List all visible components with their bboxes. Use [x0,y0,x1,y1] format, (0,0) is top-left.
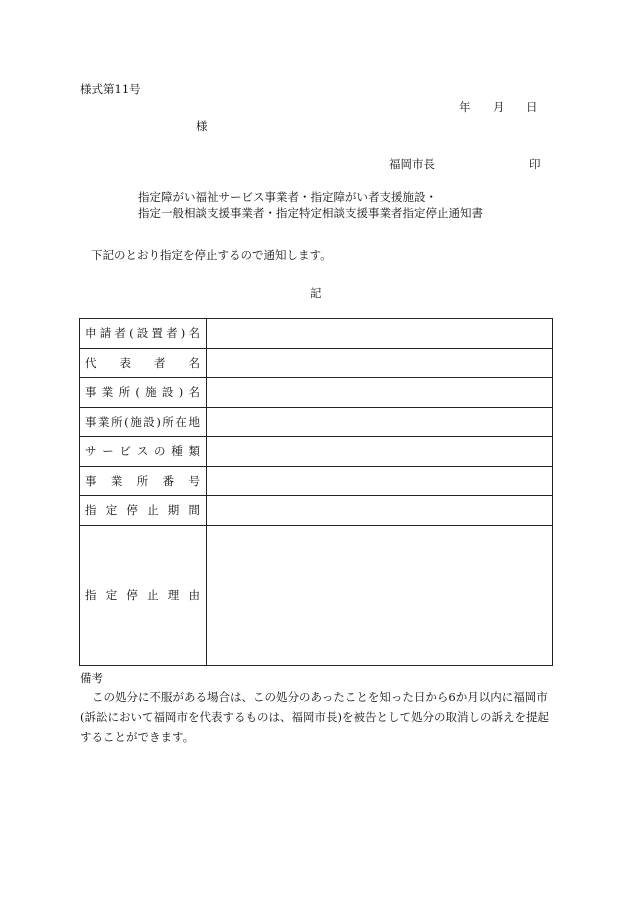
table-row [80,437,553,467]
row-label-cell [80,525,207,665]
row-label: 事業所(施設)名 [85,385,200,400]
row-value-cell[interactable] [207,407,553,437]
row-label-cell [80,407,207,437]
row-label: 代表者名 [85,355,200,370]
table-row [80,525,553,665]
row-value-cell[interactable] [207,437,553,467]
date-line [459,99,538,115]
table-row [80,496,553,526]
row-label-cell [80,496,207,526]
body-text: 下記のとおり指定を停止するので通知します。 [91,248,332,262]
row-value-cell[interactable] [207,348,553,378]
ki-mark: 記 [310,286,322,300]
row-label: 事業所番号 [85,473,200,488]
row-label: 指定停止理由 [85,588,200,602]
notes-text: この処分に不服がある場合は、この処分のあったことを知った日から6か月以内に福岡市(訴訟において福岡市を代表するものは、福岡市長)を被告として処分の取消しの訴えを提起することができます。 [80,690,549,744]
info-table [79,318,553,666]
row-value-cell[interactable] [207,319,553,349]
row-label: 指定停止期間 [85,503,200,518]
table-row [80,378,553,408]
date-day: 日 [526,100,538,114]
row-label-cell [80,437,207,467]
row-label-cell [80,348,207,378]
table-row [80,319,553,349]
row-value-cell[interactable] [207,466,553,496]
notes-heading: 備考 [80,671,103,685]
row-value-cell[interactable] [207,496,553,526]
row-label-cell [80,319,207,349]
row-label: 事業所(施設)所在地 [85,414,200,429]
row-label: 申請者(設置者)名 [85,326,200,341]
seal-mark: 印 [529,157,541,171]
row-value-cell[interactable] [207,525,553,665]
row-label: サービスの種類 [85,444,200,459]
addressee-suffix: 様 [196,119,208,133]
date-year: 年 [459,100,471,114]
row-label-cell [80,466,207,496]
row-value-cell[interactable] [207,378,553,408]
table-row [80,466,553,496]
issuer: 福岡市長 [389,157,435,171]
form-number: 様式第11号 [80,82,141,96]
table-row [80,348,553,378]
title-line-2: 指定一般相談支援事業者・指定特定相談支援事業者指定停止通知書 [138,206,483,220]
table-row [80,407,553,437]
date-month: 月 [493,100,505,114]
title-line-1: 指定障がい福祉サービス事業者・指定障がい者支援施設・ [138,190,437,204]
document-title [138,189,483,221]
row-label-cell [80,378,207,408]
